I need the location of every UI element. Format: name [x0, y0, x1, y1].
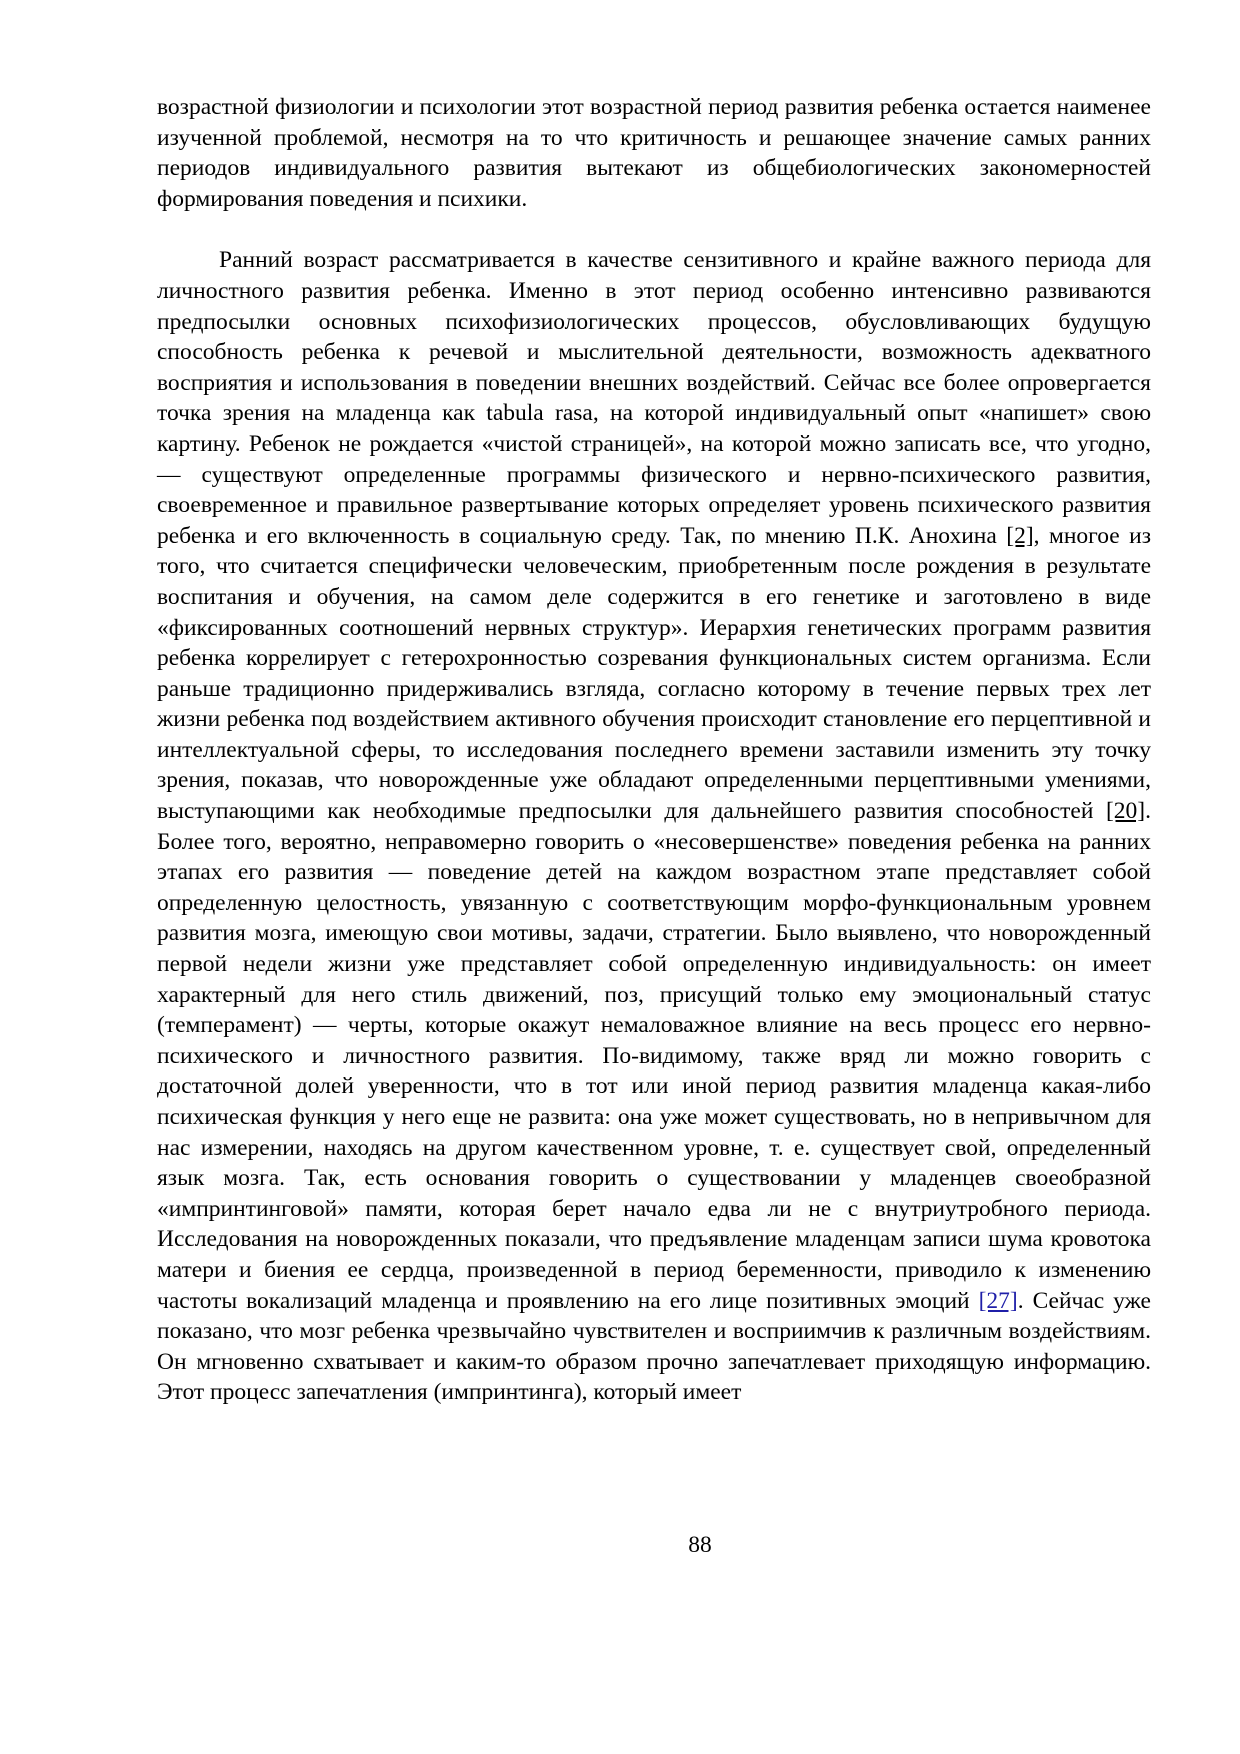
text-run: . Более того, вероятно, неправомерно говорить о «несовершенстве» поведения ребенка на ранних этапах его развития — поведение детей на каждом возрастном этапе представляет собой определенную целостность, увязанную с соответствующим морфо-функциональным уровнем развития мозга, имеющую свои мотивы, задачи, стратегии. Было выявлено, что новорожденный первой недели жизни уже представляет собой определенную индивидуальность: он имеет характерный для него стиль движений, поз, присущий только ему эмоциональный статус (темперамент) — черты, которые окажут немаловажное влияние на весь процесс его нервно-психического и личностного развития. По-видимому, также вряд ли можно говорить с достаточной долей уверенности, что в тот или иной период развития младенца какая-либо психическая функция у него еще не развита: она уже может существовать, но в непривычном для нас измерении, находясь на другом качественном уровне, т. е. существует свой, определенный язык мозга. Так, есть основания говорить о существовании у младенцев своеобразной «импринтинговой» памяти, которая берет начало едва ли не с внутриутробного периода. Исследования на новорожденных показали, что предъявление младенцам записи шума кровотока матери и биения ее сердца, произведенной в период беременности, приводило к изменению частоты вокализаций младенца и проявлению на его лице позитивных эмоций: [157, 798, 1151, 1314]
text-run: Ранний возраст рассматривается в качестве сензитивного и крайне важного периода для личностного развития ребенка. Именно в этот период особенно интенсивно развиваются предпосылки основных психофизиологических процессов, обусловливающих будущую способность ребенка к речевой и мыслительной деятельности, возможность адекватного восприятия и использования в поведении внешних воздействий. Сейчас все более опровергается точка зрения на младенца как tabula rasa, на которой индивидуальный опыт «напишет» свою картину. Ребенок не рождается «чистой страницей», на которой можно записать все, что угодно, — существуют определенные программы физического и нервно-психического развития, своевременное и правильное развертывание которых определяет уровень психического развития ребенка и его включенность в социальную среду. Так, по мнению П.К. Анохина: [157, 247, 1151, 549]
text-run: возрастной физиологии и психологии этот возрастной период развития ребенка остается наименее изученной проблемой, несмотря на то что критичность и решающее значение самых ранних периодов индивидуального развития вытекают из общебиологических закономерностей формирования поведения и психики.: [157, 94, 1151, 212]
text-run: . Сейчас уже показано, что мозг ребенка чрезвычайно чувствителен и восприимчив к различным воздействиям. Он мгновенно схватывает и каким-то образом прочно запечатлевает приходящую информацию. Этот процесс запечатления (импринтинга), который имеет: [157, 1287, 1151, 1406]
text-run: , многое из того, что считается специфически человеческим, приобретенным после рождения в результате воспитания и обучения, на самом деле содержится в его генетике и заготовлено в виде «фиксированных соотношений нервных структур». Иерархия генетических программ развития ребенка коррелирует с гетерохронностью созревания функциональных систем организма. Если раньше традиционно придерживались взгляда, согласно которому в течение первых трех лет жизни ребенка под воздействием активного обучения происходит становление его перцептивной и интеллектуальной сферы, то исследования последнего времени заставили изменить эту точку зрения, показав, что новорожденные уже обладают определенными перцептивными умениями, выступающими как необходимые предпосылки для дальнейшего развития способностей: [157, 522, 1151, 825]
page-number: 88: [688, 1532, 712, 1558]
paragraph-1: [157, 92, 1151, 214]
citation-link-20[interactable]: [20]: [1105, 798, 1146, 825]
paragraph-2: [157, 245, 1151, 1408]
text-block: [157, 92, 1151, 1408]
citation-link-27[interactable]: [27]: [978, 1287, 1018, 1314]
citation-link-2[interactable]: [2]: [1006, 522, 1034, 549]
